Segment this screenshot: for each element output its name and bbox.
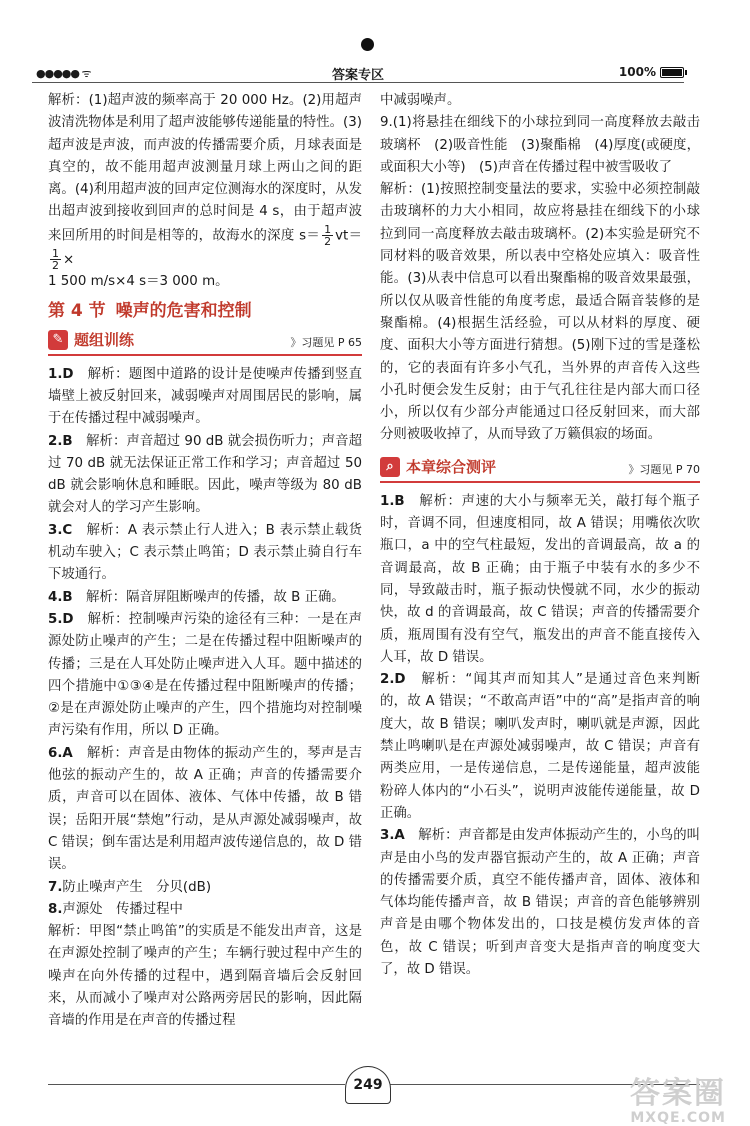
exercise-header (48, 328, 362, 356)
page-number: 249 (345, 1066, 391, 1104)
exercise-title: 题组训练 (74, 330, 135, 349)
intro-analysis: 解析：(1)超声波的频率高于 20 000 Hz。(2)用超声波清洗物体是利用了超声波能够传递能量的特性。(3)超声波是声波，而声波的传播需要介质，月球表面是真空的，故不能用超声波测量月球上两山之间的距离。(4)利用超声波的回声定位测海水的深度时，从发出超声波到接收到回声的总时间是 4 s，由于超声波来回所用的时间是相等的，故海水的深度 s＝ $\frac{1}{2}$ vt＝ $\frac{1}{2}$ × (48, 93, 362, 272)
answer-item: 5.D 解析：控制噪声污染的途径有三种：一是在声源处防止噪声的产生；二是在传播过程中阻断噪声的传播；三是在人耳处防止噪声进入人耳。题中描述的四个措施中①③④是在传播过程中阻断噪声的传播；②是在声源处防止噪声的产生，四个措施均对控制噪声污染有作用，所以 D 正确。 (48, 611, 363, 739)
answer-item: 6.A 解析：声音是由物体的振动产生的，琴声是吉他弦的振动产生的，故 A 正确；声音的传播需要介质，声音可以在固体、液体、气体中传播，故 B 错误；岳阳开展“禁炮”行动，是从声源处减弱噪声，故 C 错误；倒车雷达是利用超声波传递信息的，故 D 错误。 (48, 745, 363, 873)
signal-icon: ●●●●● ᯤ (36, 67, 91, 80)
status-title: 答案专区 (331, 68, 384, 83)
page-reference: 》习题见 P 70 (628, 462, 700, 476)
answer-item: 3.C 解析：A 表示禁止行人进入；B 表示禁止载货机动车驶入；C 表示禁止鸣笛；D 表示禁止骑自行车下坡通行。 (48, 522, 363, 583)
page-reference: 》习题见 P 65 (290, 335, 362, 349)
answer-item: 2.D 解析：“闻其声而知其人”是通过音色来判断的，故 A 错误；“不敢高声语”中的“高”是指声音的响度大，故 B 错误；喇叭发声时，喇叭就是声源，因此禁止鸣喇叭是在声源处减弱噪声，故 C 错误；声音有两类应用，一是传递信息，二是传递能量，超声波能粉碎人体内的“小石头”，说明声波能传递能量，故 D 正确。 (380, 672, 701, 821)
watermark-url: MXQE.COM (630, 1110, 726, 1126)
fraction: $\frac{1}{2}$ (52, 246, 59, 272)
battery-icon (660, 67, 684, 78)
right-column (380, 90, 700, 981)
chapter-test-title: 本章综合测评 (406, 457, 497, 476)
answer-item: 8.声源处 传播过程中 (48, 901, 183, 917)
fraction: $\frac{1}{2}$ (324, 222, 332, 248)
answer-item: 9.(1)将悬挂在细线下的小球拉到同一高度释放去敲击玻璃杯 (2)吸音性能 (3)聚酯棉 (4)厚度(或硬度，或面积大小等) (5)声音在传播过程中被雪吸收了 (380, 115, 700, 175)
battery-percent: 100% (618, 65, 656, 79)
section-title: 噪声的危害和控制 (115, 300, 252, 321)
chapter-test-header (380, 455, 700, 483)
section-heading (48, 298, 362, 324)
answer-item: 4.B 解析：隔音屏阻断噪声的传播，故 B 正确。 (48, 589, 345, 605)
answer-analysis: 解析：甲图“禁止鸣笛”的实质是不能发出声音，这是在声源处控制了噪声的产生；车辆行驶过程中产生的噪声在向外传播的过程中，遇到隔音墙后会反射回来，从而减小了噪声对公路两旁居民的影响，因此隔音墙的作用是在声音的传播过程 (48, 924, 362, 1029)
footer-rule-left (48, 1084, 345, 1085)
search-icon: ⌕ (380, 457, 400, 477)
status-bar (32, 64, 684, 83)
camera-dot (361, 38, 374, 51)
section-number: 第 4 节 (48, 300, 106, 321)
watermark (630, 1078, 726, 1126)
answer-item: 3.A 解析：声音都是由发声体振动产生的，小鸟的叫声是由小鸟的发声器官振动产生的，故 A 正确；声音的传播需要介质，真空不能传播声音，固体、液体和气体均能传播声音，故 B 错误；声音的音色能够辨别声音是由哪个物体发出的，口技是模仿发声体的音色，故 C 错误；听到声音变大是指声音的响度变大了，故 D 错误。 (380, 828, 701, 977)
pencil-icon: ✎ (48, 330, 68, 350)
battery-indicator (619, 65, 684, 79)
answer-item: 2.B 解析：声音超过 90 dB 就会损伤听力；声音超过 70 dB 就无法保证正常工作和学习；声音超过 50 dB 就会影响休息和睡眠。因此，噪声等级为 80 dB 就会对人的学习产生影响。 (48, 433, 363, 516)
answer-item: 1.B 解析：声速的大小与频率无关，敲打每个瓶子时，音调不同，但速度相同，故 A 错误；用嘴依次吹瓶口，a 中的空气柱最短，发出的音调最高，故 a 的音调最高，故 B 正确；由于瓶子中装有水的多少不同，导致敲击时，瓶子振动快慢就不同，水少的振动快，故 d 的音调最高，故 C 错误；声音的传播需要介质，瓶周围有没有空气，瓶发出的声音不能直接传入人耳，故 D 错误。 (380, 493, 701, 665)
left-column (48, 90, 362, 1033)
answer-item: 1.D 解析：题图中道路的设计是使噪声传播到竖直墙壁上被反射回来，减弱噪声对周围居民的影响，属于在传播过程中减弱噪声。 (48, 366, 363, 427)
answer-continuation: 中减弱噪声。 (380, 93, 461, 108)
watermark-logo: 答案圈 (630, 1076, 726, 1111)
answer-analysis: 解析：(1)按照控制变量法的要求，实验中必须控制敲击玻璃杯的力大小相同，故应将悬挂在细线下的小球拉到同一高度释放去敲击玻璃杯。(2)本实验是研究不同材料的吸音效果，所以表中空格处应填入：吸音性能。(3)从表中信息可以看出聚酯棉的吸音效果最强，所以仅从吸音性能的角度考虑，最适合隔音装修的是聚酯棉。(4)根据生活经验，可以从材料的厚度、硬度、面积大小等方面进行猜想。(5)刚下过的雪是蓬松的，它的表面有许多小气孔，当外界的声音传入这些小孔时便会发生反射；由于气孔往往是内部大而口径小，所以仅有少部分声能通过口径反射回来，而大部分则被吸收掉了，从而导致了万籁俱寂的场面。 (380, 182, 700, 443)
intro-analysis-result: 1 500 m/s×4 s＝3 000 m。 (48, 274, 229, 290)
answer-item: 7.防止噪声产生 分贝(dB) (48, 879, 212, 895)
